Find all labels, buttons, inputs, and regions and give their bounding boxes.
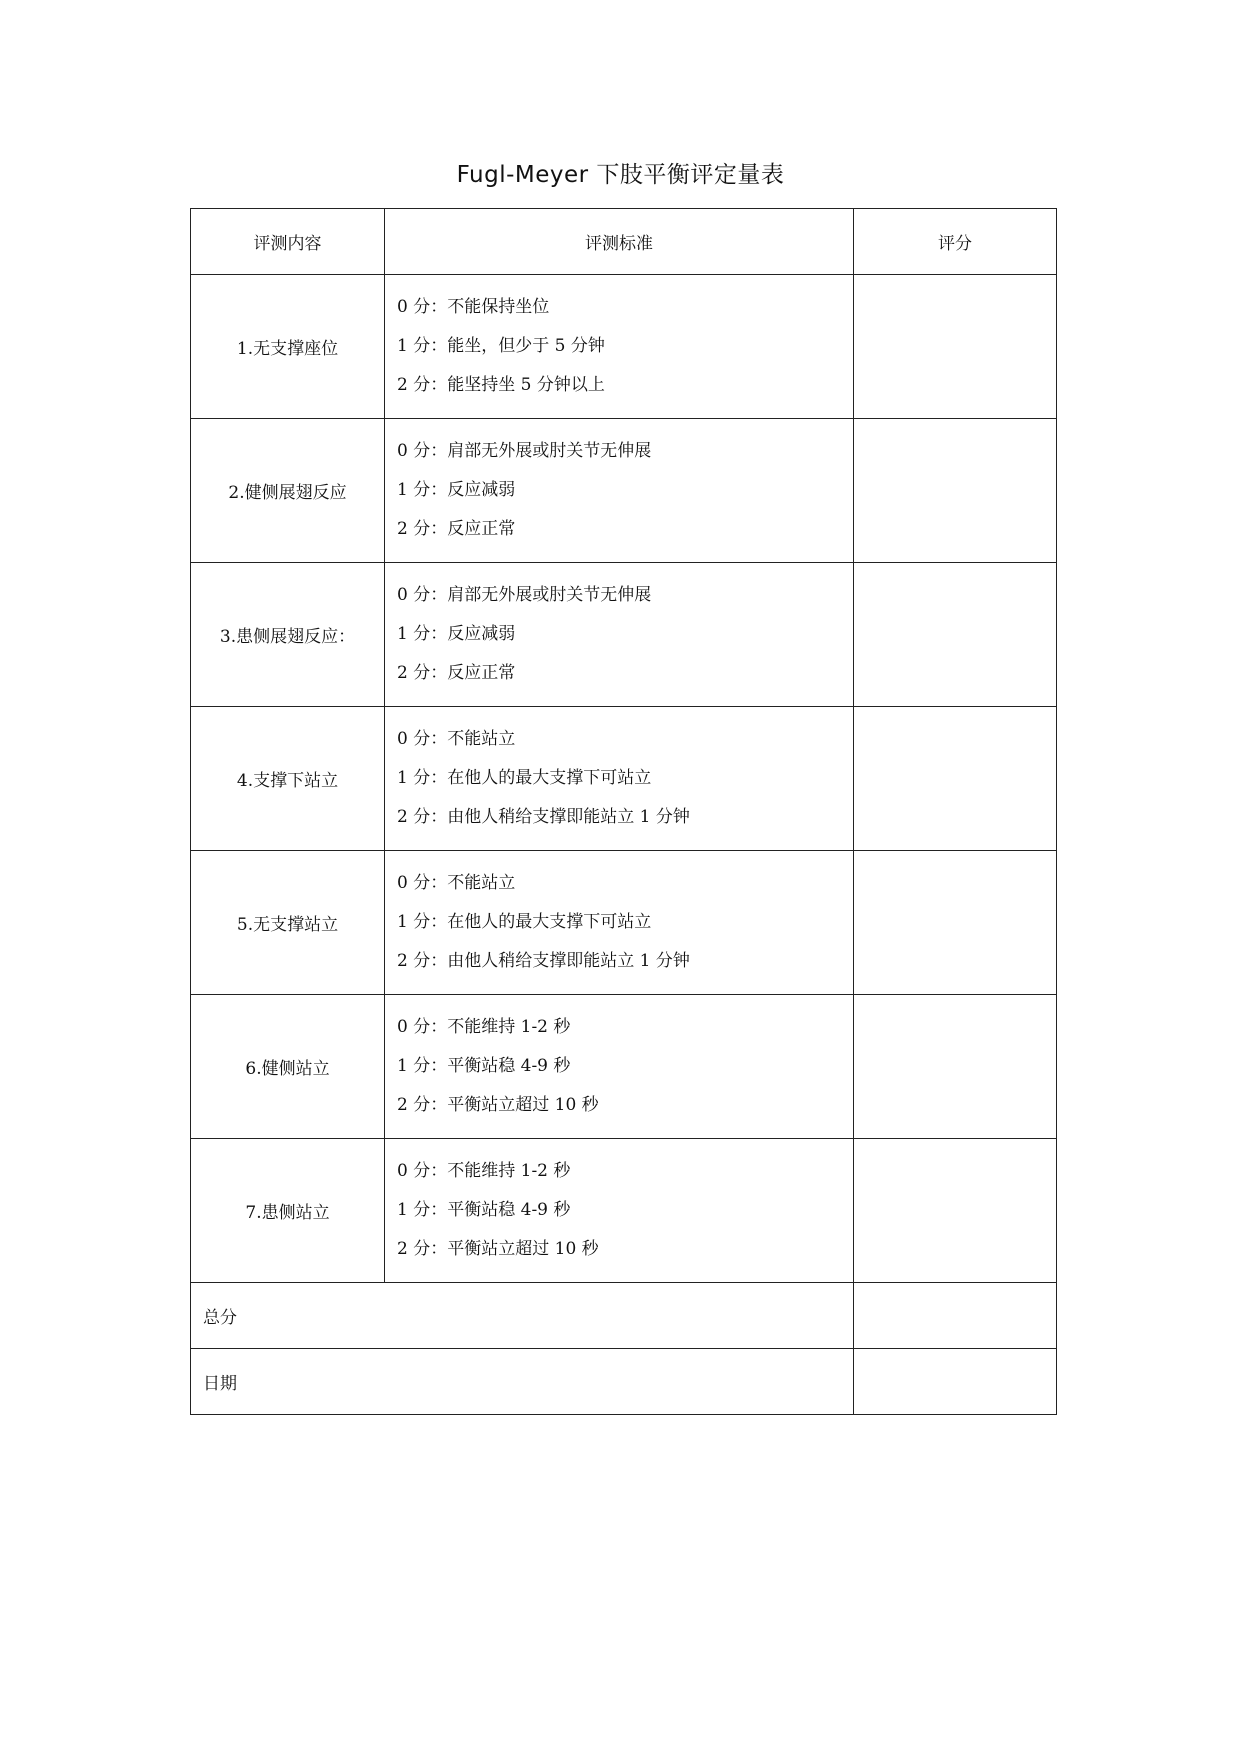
table-row xyxy=(191,707,1057,851)
score-cell[interactable] xyxy=(854,707,1057,851)
date-row xyxy=(191,1349,1057,1415)
item-criteria xyxy=(385,707,854,851)
table-row xyxy=(191,851,1057,995)
total-row xyxy=(191,1283,1057,1349)
criteria-line: 1 分：反应减弱 xyxy=(397,480,516,500)
criteria-line: 0 分：不能站立 xyxy=(397,873,516,893)
header-content: 评测内容 xyxy=(191,209,385,275)
score-cell[interactable] xyxy=(854,995,1057,1139)
item-name: 3.患侧展翅反应： xyxy=(191,563,385,707)
item-name: 4.支撑下站立 xyxy=(191,707,385,851)
criteria-line: 0 分：不能维持 1-2 秒 xyxy=(397,1161,571,1181)
table-row xyxy=(191,995,1057,1139)
criteria-line: 2 分：由他人稍给支撑即能站立 1 分钟 xyxy=(397,951,690,971)
table-row xyxy=(191,563,1057,707)
item-criteria xyxy=(385,851,854,995)
score-cell[interactable] xyxy=(854,275,1057,419)
score-cell[interactable] xyxy=(854,1139,1057,1283)
item-criteria xyxy=(385,995,854,1139)
criteria-line: 1 分：在他人的最大支撑下可站立 xyxy=(397,768,652,788)
total-label: 总分 xyxy=(191,1283,854,1349)
header-criteria: 评测标准 xyxy=(385,209,854,275)
criteria-line: 0 分：不能保持坐位 xyxy=(397,297,550,317)
criteria-line: 0 分：肩部无外展或肘关节无伸展 xyxy=(397,585,652,605)
table-row xyxy=(191,419,1057,563)
item-name: 5.无支撑站立 xyxy=(191,851,385,995)
header-score: 评分 xyxy=(854,209,1057,275)
criteria-line: 0 分：肩部无外展或肘关节无伸展 xyxy=(397,441,652,461)
criteria-line: 2 分：能坚持坐 5 分钟以上 xyxy=(397,375,605,395)
criteria-line: 2 分：反应正常 xyxy=(397,663,516,683)
table-header-row xyxy=(191,209,1057,275)
criteria-line: 1 分：能坐，但少于 5 分钟 xyxy=(397,336,605,356)
date-label: 日期 xyxy=(191,1349,854,1415)
score-cell[interactable] xyxy=(854,419,1057,563)
item-criteria xyxy=(385,1139,854,1283)
item-name: 6.健侧站立 xyxy=(191,995,385,1139)
item-criteria xyxy=(385,419,854,563)
item-name: 2.健侧展翅反应 xyxy=(191,419,385,563)
criteria-line: 1 分：平衡站稳 4-9 秒 xyxy=(397,1056,571,1076)
table-row xyxy=(191,1139,1057,1283)
criteria-line: 1 分：平衡站稳 4-9 秒 xyxy=(397,1200,571,1220)
item-criteria xyxy=(385,563,854,707)
criteria-line: 0 分：不能站立 xyxy=(397,729,516,749)
score-cell[interactable] xyxy=(854,563,1057,707)
criteria-line: 2 分：平衡站立超过 10 秒 xyxy=(397,1095,599,1115)
item-criteria xyxy=(385,275,854,419)
page-title: Fugl-Meyer 下肢平衡评定量表 xyxy=(456,162,785,188)
criteria-line: 2 分：由他人稍给支撑即能站立 1 分钟 xyxy=(397,807,690,827)
date-value-cell[interactable] xyxy=(854,1349,1057,1415)
criteria-line: 0 分：不能维持 1-2 秒 xyxy=(397,1017,571,1037)
criteria-line: 1 分：反应减弱 xyxy=(397,624,516,644)
criteria-line: 2 分：平衡站立超过 10 秒 xyxy=(397,1239,599,1259)
item-name: 7.患侧站立 xyxy=(191,1139,385,1283)
total-score-cell[interactable] xyxy=(854,1283,1057,1349)
assessment-table xyxy=(190,208,1057,1415)
criteria-line: 1 分：在他人的最大支撑下可站立 xyxy=(397,912,652,932)
table-row xyxy=(191,275,1057,419)
item-name: 1.无支撑座位 xyxy=(191,275,385,419)
score-cell[interactable] xyxy=(854,851,1057,995)
criteria-line: 2 分：反应正常 xyxy=(397,519,516,539)
